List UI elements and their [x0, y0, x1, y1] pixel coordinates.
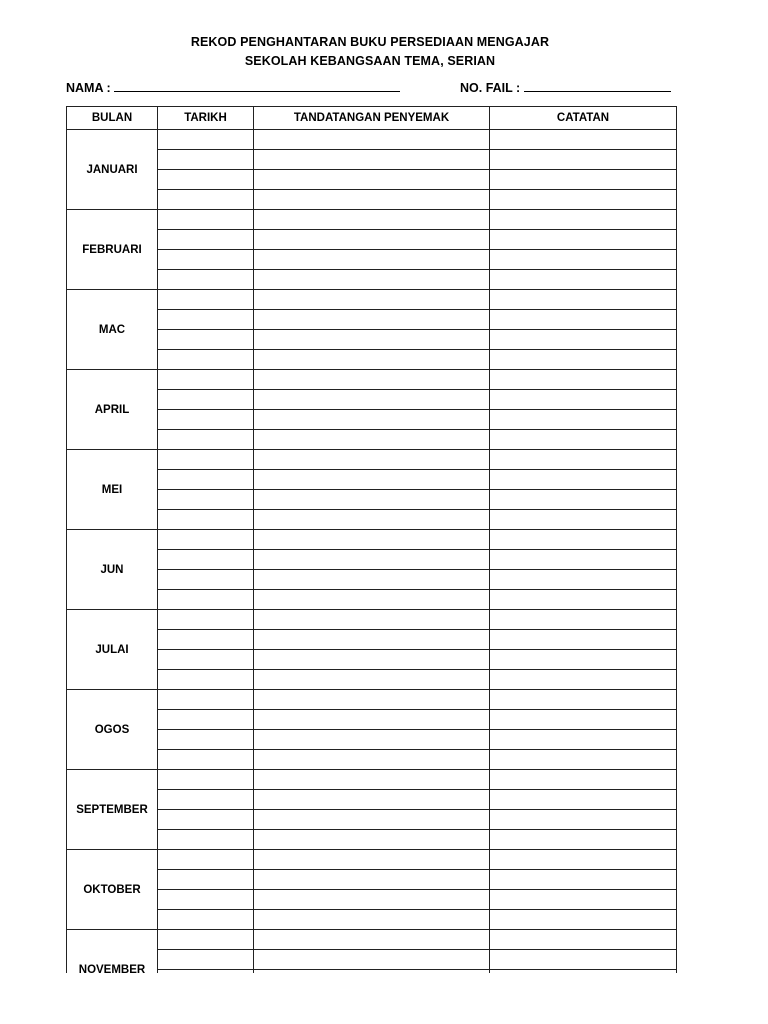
table-row — [67, 650, 677, 670]
table-row — [67, 610, 677, 630]
tandatangan-cell[interactable] — [254, 710, 490, 730]
table-body — [67, 130, 677, 974]
tandatangan-cell[interactable] — [254, 230, 490, 250]
catatan-cell[interactable] — [490, 890, 677, 910]
tandatangan-cell[interactable] — [254, 470, 490, 490]
table-row — [67, 670, 677, 690]
catatan-cell[interactable] — [490, 910, 677, 930]
catatan-cell[interactable] — [490, 790, 677, 810]
month-cell: APRIL — [67, 370, 158, 450]
tandatangan-cell[interactable] — [254, 210, 490, 230]
catatan-cell[interactable] — [490, 490, 677, 510]
month-cell: FEBRUARI — [67, 210, 158, 290]
table-row — [67, 710, 677, 730]
tarikh-cell[interactable] — [158, 550, 254, 570]
tarikh-cell[interactable] — [158, 590, 254, 610]
tandatangan-cell[interactable] — [254, 330, 490, 350]
table-row — [67, 470, 677, 490]
tandatangan-cell[interactable] — [254, 430, 490, 450]
table-row — [67, 750, 677, 770]
tandatangan-cell[interactable] — [254, 450, 490, 470]
tarikh-cell[interactable] — [158, 790, 254, 810]
table-row — [67, 150, 677, 170]
catatan-cell[interactable] — [490, 250, 677, 270]
table-row — [67, 790, 677, 810]
tandatangan-cell[interactable] — [254, 290, 490, 310]
tarikh-cell[interactable] — [158, 390, 254, 410]
tandatangan-cell[interactable] — [254, 890, 490, 910]
tandatangan-cell[interactable] — [254, 770, 490, 790]
tarikh-cell[interactable] — [158, 510, 254, 530]
catatan-cell[interactable] — [490, 970, 677, 974]
catatan-cell[interactable] — [490, 210, 677, 230]
catatan-cell[interactable] — [490, 430, 677, 450]
table-row — [67, 370, 677, 390]
catatan-cell[interactable] — [490, 630, 677, 650]
table-row — [67, 330, 677, 350]
tarikh-cell[interactable] — [158, 290, 254, 310]
catatan-cell[interactable] — [490, 850, 677, 870]
tandatangan-cell[interactable] — [254, 570, 490, 590]
tarikh-cell[interactable] — [158, 230, 254, 250]
tandatangan-cell[interactable] — [254, 730, 490, 750]
table-row — [67, 190, 677, 210]
tandatangan-cell[interactable] — [254, 830, 490, 850]
tarikh-cell[interactable] — [158, 710, 254, 730]
catatan-cell[interactable] — [490, 230, 677, 250]
no-fail-field — [460, 80, 671, 95]
tandatangan-cell[interactable] — [254, 930, 490, 950]
catatan-cell[interactable] — [490, 530, 677, 550]
catatan-cell[interactable] — [490, 390, 677, 410]
table-row — [67, 550, 677, 570]
tarikh-cell[interactable] — [158, 190, 254, 210]
table-row — [67, 430, 677, 450]
table-row — [67, 970, 677, 974]
tandatangan-cell[interactable] — [254, 590, 490, 610]
month-cell: JANUARI — [67, 130, 158, 210]
table-row — [67, 730, 677, 750]
tandatangan-cell[interactable] — [254, 190, 490, 210]
catatan-cell[interactable] — [490, 330, 677, 350]
catatan-cell[interactable] — [490, 290, 677, 310]
catatan-cell[interactable] — [490, 470, 677, 490]
tandatangan-cell[interactable] — [254, 810, 490, 830]
catatan-cell[interactable] — [490, 130, 677, 150]
table-row — [67, 810, 677, 830]
month-cell: MAC — [67, 290, 158, 370]
table-row — [67, 690, 677, 710]
document-title: REKOD PENGHANTARAN BUKU PERSEDIAAN MENGAJAR — [190, 35, 550, 49]
month-cell: JUN — [67, 530, 158, 610]
month-cell: MEI — [67, 450, 158, 530]
table-row — [67, 890, 677, 910]
tandatangan-cell[interactable] — [254, 370, 490, 390]
catatan-cell[interactable] — [490, 370, 677, 390]
table-row — [67, 450, 677, 470]
tandatangan-cell[interactable] — [254, 630, 490, 650]
tarikh-cell[interactable] — [158, 750, 254, 770]
tarikh-cell[interactable] — [158, 270, 254, 290]
header-bulan: BULAN — [67, 107, 158, 130]
tandatangan-cell[interactable] — [254, 170, 490, 190]
tandatangan-cell[interactable] — [254, 870, 490, 890]
tandatangan-cell[interactable] — [254, 150, 490, 170]
tarikh-cell[interactable] — [158, 350, 254, 370]
table-row — [67, 250, 677, 270]
tandatangan-cell[interactable] — [254, 690, 490, 710]
catatan-cell[interactable] — [490, 570, 677, 590]
tarikh-cell[interactable] — [158, 910, 254, 930]
tarikh-cell[interactable] — [158, 130, 254, 150]
table-row — [67, 510, 677, 530]
tandatangan-cell[interactable] — [254, 390, 490, 410]
tandatangan-cell[interactable] — [254, 250, 490, 270]
catatan-cell[interactable] — [490, 190, 677, 210]
tarikh-cell[interactable] — [158, 810, 254, 830]
table-row — [67, 390, 677, 410]
catatan-cell[interactable] — [490, 550, 677, 570]
tarikh-cell[interactable] — [158, 250, 254, 270]
catatan-cell[interactable] — [490, 310, 677, 330]
tandatangan-cell[interactable] — [254, 970, 490, 974]
table-row — [67, 830, 677, 850]
catatan-cell[interactable] — [490, 670, 677, 690]
tarikh-cell[interactable] — [158, 310, 254, 330]
tarikh-cell[interactable] — [158, 470, 254, 490]
record-table — [66, 106, 677, 973]
tarikh-cell[interactable] — [158, 570, 254, 590]
catatan-cell[interactable] — [490, 450, 677, 470]
table-row — [67, 170, 677, 190]
month-cell: OGOS — [67, 690, 158, 770]
tarikh-cell[interactable] — [158, 690, 254, 710]
record-table-container — [64, 105, 678, 973]
month-cell: OKTOBER — [67, 850, 158, 930]
catatan-cell[interactable] — [490, 830, 677, 850]
tarikh-cell[interactable] — [158, 930, 254, 950]
header-catatan: CATATAN — [490, 107, 677, 130]
tandatangan-cell[interactable] — [254, 790, 490, 810]
tandatangan-cell[interactable] — [254, 310, 490, 330]
table-row — [67, 230, 677, 250]
table-row — [67, 290, 677, 310]
tandatangan-cell[interactable] — [254, 510, 490, 530]
tarikh-cell[interactable] — [158, 430, 254, 450]
tandatangan-cell[interactable] — [254, 130, 490, 150]
tarikh-cell[interactable] — [158, 730, 254, 750]
tandatangan-cell[interactable] — [254, 670, 490, 690]
table-row — [67, 950, 677, 970]
catatan-cell[interactable] — [490, 690, 677, 710]
table-row — [67, 130, 677, 150]
table-row — [67, 530, 677, 550]
tarikh-cell[interactable] — [158, 610, 254, 630]
tandatangan-cell[interactable] — [254, 750, 490, 770]
tarikh-cell[interactable] — [158, 530, 254, 550]
month-cell: JULAI — [67, 610, 158, 690]
header-row — [67, 107, 677, 130]
catatan-cell[interactable] — [490, 270, 677, 290]
table-row — [67, 310, 677, 330]
catatan-cell[interactable] — [490, 610, 677, 630]
table-row — [67, 210, 677, 230]
header-tandatangan: TANDATANGAN PENYEMAK — [254, 107, 490, 130]
tandatangan-cell[interactable] — [254, 270, 490, 290]
catatan-cell[interactable] — [490, 150, 677, 170]
tarikh-cell[interactable] — [158, 410, 254, 430]
tarikh-cell[interactable] — [158, 890, 254, 910]
tarikh-cell[interactable] — [158, 330, 254, 350]
catatan-cell[interactable] — [490, 950, 677, 970]
tandatangan-cell[interactable] — [254, 550, 490, 570]
tarikh-cell[interactable] — [158, 370, 254, 390]
catatan-cell[interactable] — [490, 770, 677, 790]
no-fail-label: NO. FAIL : — [460, 81, 521, 95]
tandatangan-cell[interactable] — [254, 350, 490, 370]
tarikh-cell[interactable] — [158, 170, 254, 190]
tarikh-cell[interactable] — [158, 650, 254, 670]
table-row — [67, 630, 677, 650]
tarikh-cell[interactable] — [158, 490, 254, 510]
tandatangan-cell[interactable] — [254, 910, 490, 930]
nama-label: NAMA : — [66, 81, 111, 95]
table-row — [67, 930, 677, 950]
tarikh-cell[interactable] — [158, 950, 254, 970]
tandatangan-cell[interactable] — [254, 950, 490, 970]
tarikh-cell[interactable] — [158, 970, 254, 974]
school-name: SEKOLAH KEBANGSAAN TEMA, SERIAN — [244, 54, 496, 68]
tarikh-cell[interactable] — [158, 870, 254, 890]
tandatangan-cell[interactable] — [254, 850, 490, 870]
tarikh-cell[interactable] — [158, 450, 254, 470]
tandatangan-cell[interactable] — [254, 490, 490, 510]
table-row — [67, 490, 677, 510]
catatan-cell[interactable] — [490, 710, 677, 730]
catatan-cell[interactable] — [490, 510, 677, 530]
table-row — [67, 570, 677, 590]
nama-field — [66, 80, 400, 95]
tarikh-cell[interactable] — [158, 150, 254, 170]
catatan-cell[interactable] — [490, 930, 677, 950]
table-row — [67, 910, 677, 930]
catatan-cell[interactable] — [490, 590, 677, 610]
table-row — [67, 770, 677, 790]
no-fail-blank-line[interactable] — [524, 80, 671, 92]
table-row — [67, 590, 677, 610]
month-cell: NOVEMBER — [67, 930, 158, 974]
catatan-cell[interactable] — [490, 350, 677, 370]
catatan-cell[interactable] — [490, 170, 677, 190]
nama-blank-line[interactable] — [114, 80, 400, 92]
tarikh-cell[interactable] — [158, 770, 254, 790]
catatan-cell[interactable] — [490, 650, 677, 670]
tarikh-cell[interactable] — [158, 850, 254, 870]
catatan-cell[interactable] — [490, 810, 677, 830]
catatan-cell[interactable] — [490, 730, 677, 750]
tarikh-cell[interactable] — [158, 210, 254, 230]
tarikh-cell[interactable] — [158, 830, 254, 850]
tarikh-cell[interactable] — [158, 630, 254, 650]
table-row — [67, 270, 677, 290]
tandatangan-cell[interactable] — [254, 410, 490, 430]
catatan-cell[interactable] — [490, 870, 677, 890]
table-row — [67, 410, 677, 430]
tarikh-cell[interactable] — [158, 670, 254, 690]
tandatangan-cell[interactable] — [254, 530, 490, 550]
table-row — [67, 850, 677, 870]
header-tarikh: TARIKH — [158, 107, 254, 130]
table-row — [67, 870, 677, 890]
table-row — [67, 350, 677, 370]
tandatangan-cell[interactable] — [254, 650, 490, 670]
catatan-cell[interactable] — [490, 410, 677, 430]
month-cell: SEPTEMBER — [67, 770, 158, 850]
catatan-cell[interactable] — [490, 750, 677, 770]
tandatangan-cell[interactable] — [254, 610, 490, 630]
